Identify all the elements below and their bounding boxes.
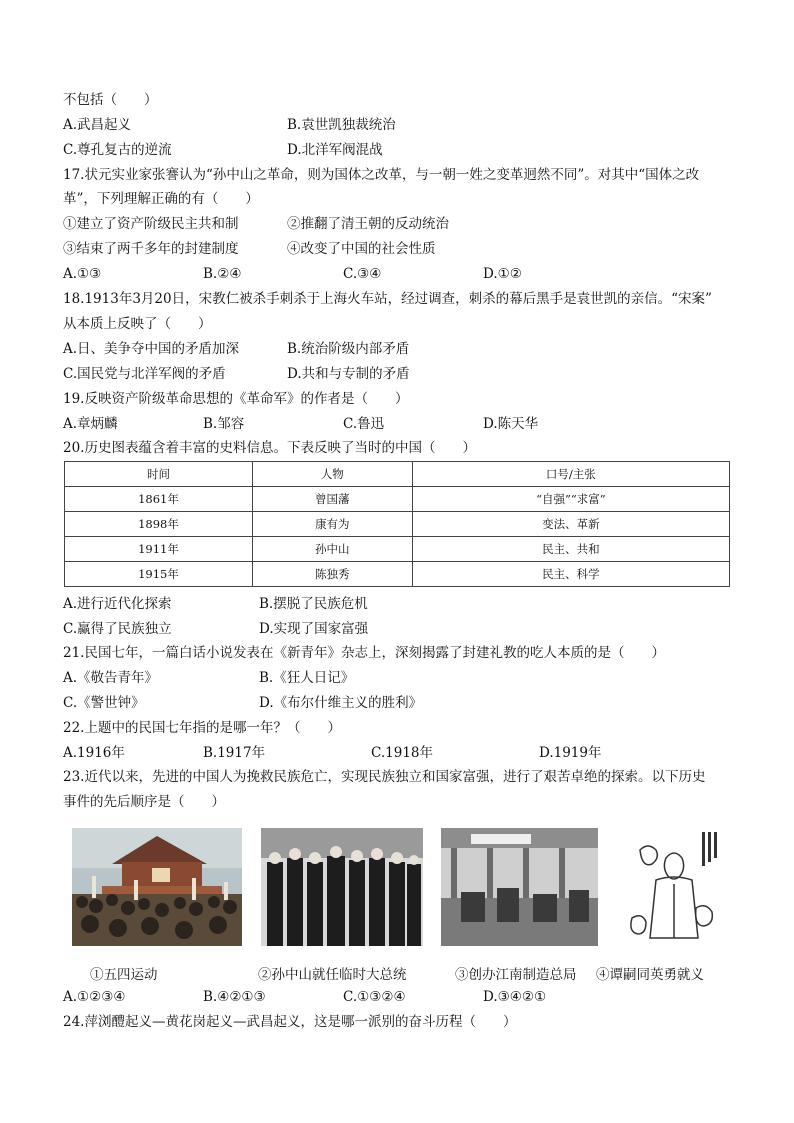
q17-option-b: B.②④ (203, 266, 242, 282)
q20-option-c: C.赢得了民族独立 (63, 621, 172, 637)
q19-option-b: B.邹容 (203, 416, 245, 432)
q19-option-c: C.鲁迅 (343, 416, 385, 432)
q16-option-b: B.袁世凯独裁统治 (287, 117, 396, 133)
q19-option-d: D.陈天华 (483, 416, 539, 432)
q20-option-d: D.实现了国家富强 (259, 621, 369, 637)
q16-option-d: D.北洋军阀混战 (287, 142, 383, 158)
table-cell: 1915年 (65, 562, 253, 587)
q23-option-a: A.①②③④ (63, 989, 126, 1005)
q18-option-d: D.共和与专制的矛盾 (287, 366, 410, 382)
q19-option-a: A.章炳麟 (63, 416, 118, 432)
q16-stem-cont: 不包括（ ） (63, 92, 158, 108)
q17-stem-line1: 17.状元实业家张謇认为“孙中山之革命，则为国体之改革，与一朝一姓之变革迥然不同”。对其中“国体之改 (63, 167, 700, 183)
group-portrait-photo (261, 828, 423, 946)
table-row (65, 562, 730, 587)
table-cell: 民主、共和 (412, 537, 729, 562)
table-cell: 曾国藩 (252, 487, 412, 512)
q17-statement-2: ②推翻了清王朝的反动统治 (287, 216, 449, 232)
q17-statement-3: ③结束了两千多年的封建制度 (63, 241, 239, 257)
may-fourth-photo (72, 828, 242, 946)
table-cell: 1898年 (65, 512, 253, 537)
q18-option-c: C.国民党与北洋军阀的矛盾 (63, 366, 226, 382)
table-cell: 1861年 (65, 487, 253, 512)
q16-option-a: A.武昌起义 (63, 117, 132, 133)
table-header-cell: 人物 (252, 462, 412, 487)
q23-option-c: C.①③②④ (343, 989, 406, 1005)
q23-stem-line1: 23.近代以来，先进的中国人为挽救民族危亡，实现民族独立和国家富强，进行了艰苦卓绝的探索。以下历史 (63, 769, 706, 785)
table-cell: 民主、科学 (412, 562, 729, 587)
q20-table (64, 461, 730, 587)
table-cell: 1911年 (65, 537, 253, 562)
q19-stem: 19.反映资产阶级革命思想的《革命军》的作者是（ ） (63, 391, 409, 407)
q18-stem-line2: 从本质上反映了（ ） (63, 316, 212, 332)
q18-option-b: B.统治阶级内部矛盾 (287, 341, 410, 357)
table-row (65, 512, 730, 537)
q16-option-c: C.尊孔复古的逆流 (63, 142, 172, 158)
table-cell: 陈独秀 (252, 562, 412, 587)
table-cell: 变法、革新 (412, 512, 729, 537)
q23-option-d: D.③④②① (483, 989, 547, 1005)
q23-stem-line2: 事件的先后顺序是（ ） (63, 794, 225, 810)
table-cell: 康有为 (252, 512, 412, 537)
table-cell: “自强”“求富” (412, 487, 729, 512)
q23-caption-3: ③创办江南制造总局 (455, 967, 577, 983)
q17-stem-line2: 革”，下列理解正确的有（ ） (63, 191, 259, 207)
q20-stem: 20.历史图表蕴含着丰富的史料信息。下表反映了当时的中国（ ） (63, 440, 476, 456)
q17-option-d: D.①② (483, 266, 522, 282)
q20-option-b: B.摆脱了民族危机 (259, 596, 368, 612)
q23-option-b: B.④②①③ (203, 989, 266, 1005)
q23-caption-4: ④谭嗣同英勇就义 (596, 967, 704, 983)
table-header-row (65, 462, 730, 487)
q17-statement-4: ④改变了中国的社会性质 (287, 241, 436, 257)
q23-caption-1: ①五四运动 (90, 967, 158, 983)
table-row (65, 537, 730, 562)
q23-caption-2: ②孙中山就任临时大总统 (258, 967, 407, 983)
q21-option-b: B.《狂人日记》 (259, 670, 355, 686)
table-header-cell: 时间 (65, 462, 253, 487)
q18-stem-line1: 18.1913年3月20日，宋教仁被杀手刺杀于上海火车站，经过调查，刺杀的幕后黑手是袁世凯的亲信。“宋案” (63, 291, 712, 307)
q18-option-a: A.日、美争夺中国的矛盾加深 (63, 341, 240, 357)
q24-stem: 24.萍浏醴起义—黄花岗起义—武昌起义，这是哪一派别的奋斗历程（ ） (63, 1014, 517, 1030)
q17-statement-1: ①建立了资产阶级民主共和制 (63, 216, 239, 232)
q21-stem: 21.民国七年，一篇白话小说发表在《新青年》杂志上，深刻揭露了封建礼教的吃人本质的是（ ） (63, 645, 665, 661)
q17-option-c: C.③④ (343, 266, 382, 282)
q21-option-a: A.《敬告青年》 (63, 670, 159, 686)
table-row (65, 487, 730, 512)
arsenal-workshop-photo (441, 828, 598, 946)
q20-option-a: A.进行近代化探索 (63, 596, 172, 612)
q22-stem: 22.上题中的民国七年指的是哪一年？（ ） (63, 720, 341, 736)
table-header-cell: 口号/主张 (412, 462, 729, 487)
q21-option-c: C.《警世钟》 (63, 695, 145, 711)
q21-option-d: D.《布尔什维主义的胜利》 (259, 695, 423, 711)
table-cell: 孙中山 (252, 537, 412, 562)
q22-option-a: A.1916年 (63, 745, 125, 761)
tan-sitong-illustration (626, 828, 722, 946)
q17-option-a: A.①③ (63, 266, 102, 282)
q22-option-b: B.1917年 (203, 745, 266, 761)
q22-option-c: C.1918年 (371, 745, 433, 761)
q22-option-d: D.1919年 (539, 745, 602, 761)
